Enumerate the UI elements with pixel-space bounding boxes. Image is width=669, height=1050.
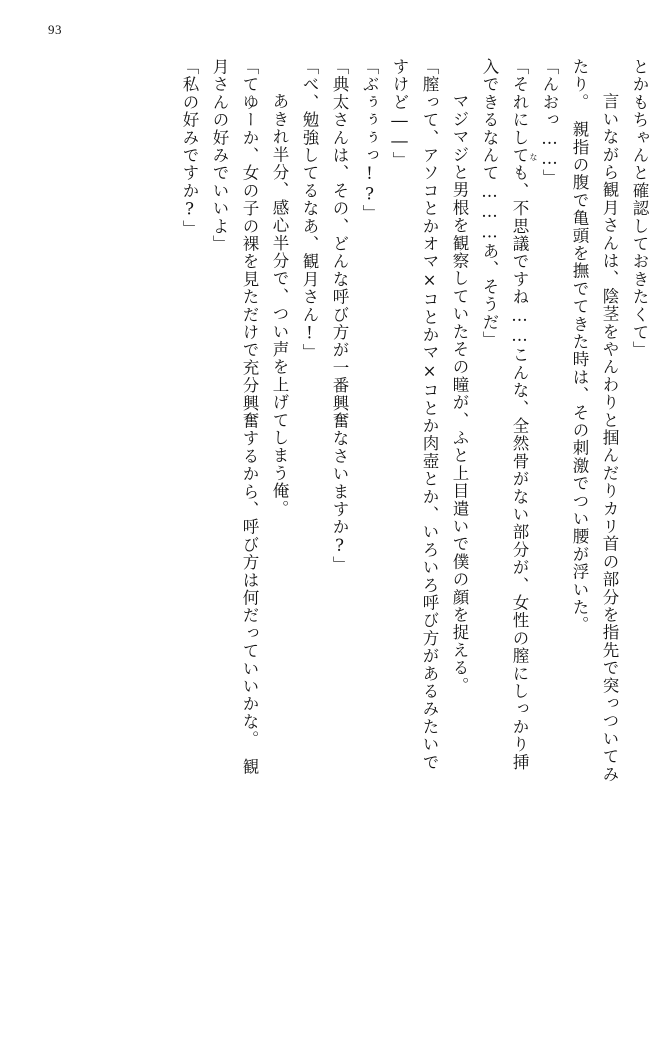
text-line: 「私の好みですか?」 xyxy=(180,58,199,238)
text-line: マジマジと男根を観察していたその瞳が、ふと上目遣いで僕の顔を捉える。 xyxy=(450,75,469,695)
text-line: とかもちゃんと確認しておきたくて」 xyxy=(630,58,649,359)
text-line: たり。 親指の腹で亀頭を撫でてきた時は、その刺激でつい腰が浮いた。 xyxy=(570,58,589,634)
text-line: 入できるなんて………あ、そうだ」 xyxy=(480,58,499,349)
text-line: 「それにしても、不思議ですね……こんな、全然骨がない部分が、女性の膣にしっかり挿 xyxy=(510,58,529,771)
text-line: すけど――」 xyxy=(390,58,409,170)
page-number: 93 xyxy=(48,22,62,37)
text-line: 「ぶぅぅぅっ!?」 xyxy=(360,58,379,223)
text-line: あきれ半分、感心半分で、つい声を上げてしまう俺。 xyxy=(270,75,289,518)
text-line: 「典太さんは、その、どんな呼び方が一番興奮なさいますか?」 xyxy=(330,58,349,574)
text-line: 「べ、勉強してるなあ、観月さん!」 xyxy=(300,58,319,362)
text-line: 言いながら観月さんは、陰茎をやんわりと掴んだりカリ首の部分を指先で突っついてみ xyxy=(600,75,619,783)
vertical-text-block xyxy=(34,58,647,1018)
text-line: 「てゆーか、女の子の裸を見ただけで充分興奮するから、呼び方は何だっていいかな。 観 xyxy=(240,58,259,776)
text-line: 月さんの好みでいいよ」 xyxy=(210,58,229,253)
ruby-annotation: な xyxy=(529,153,538,161)
text-line: 「んおっ……」 xyxy=(540,58,559,187)
text-line: 「膣って、アソコとかオマ×コとかマ×コとか肉壺とか、いろいろ呼び方があるみたいで xyxy=(420,58,439,771)
